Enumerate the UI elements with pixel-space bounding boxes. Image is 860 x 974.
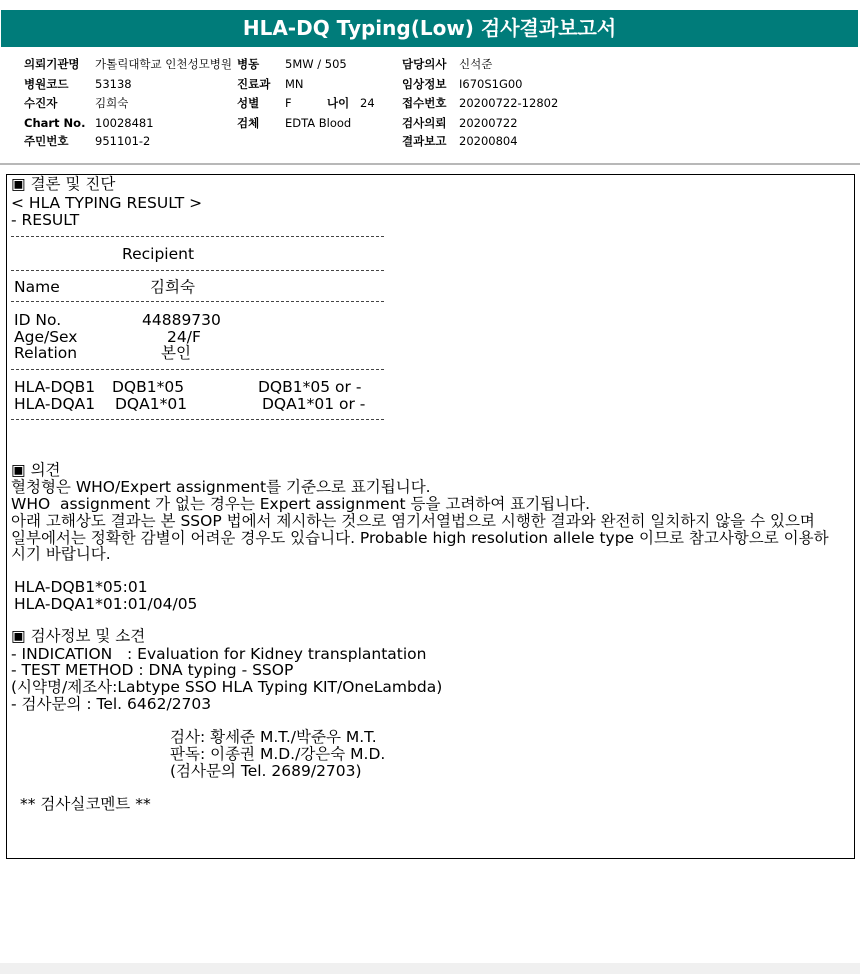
- label-age: 나이: [327, 96, 350, 110]
- signer-line: 검사: 황세준 M.T./박준우 M.T.: [170, 728, 377, 746]
- name-label: Name: [14, 278, 60, 296]
- value-sex: F: [285, 96, 292, 110]
- divider: [11, 236, 384, 237]
- dqb1-value: DQB1*05: [112, 378, 185, 396]
- info-line: - INDICATION : Evaluation for Kidney transplantation: [11, 645, 427, 663]
- value-department: MN: [285, 77, 304, 91]
- section-opinion-title: ▣ 의견: [11, 461, 61, 479]
- info-line: - 검사문의 : Tel. 6462/2703: [11, 695, 212, 713]
- value-specimen: EDTA Blood: [285, 116, 352, 130]
- id-label: ID No.: [14, 311, 62, 329]
- value-patient: 김희숙: [95, 96, 129, 110]
- info-line: - TEST METHOD : DNA typing - SSOP: [11, 661, 294, 679]
- divider: [11, 301, 384, 302]
- label-chart-no: Chart No.: [24, 116, 86, 130]
- value-hospital-code: 53138: [95, 77, 132, 91]
- opinion-line: 아래 고해상도 결과는 본 SSOP 법에서 제시하는 것으로 염기서열법으로 시행한 결과와 완전히 일치하지 않을 수 있으며: [11, 512, 815, 530]
- opinion-line: WHO assignment 가 없는 경우는 Expert assignment 등을 고려하여 표기됩니다.: [11, 495, 591, 513]
- footer-strip: [0, 963, 860, 974]
- relation-label: Relation: [14, 344, 78, 362]
- signer-line: (검사문의 Tel. 2689/2703): [170, 762, 362, 780]
- result-title: < HLA TYPING RESULT >: [11, 194, 203, 212]
- label-institution: 의뢰기관명: [24, 57, 80, 71]
- agesex-value: 24/F: [167, 328, 201, 346]
- dqb1-serology: DQB1*05 or -: [258, 378, 362, 396]
- relation-value: 본인: [161, 344, 191, 362]
- signer-line: 판독: 이종권 M.D./강은숙 M.D.: [170, 745, 386, 763]
- highres-dqb1: HLA-DQB1*05:01: [14, 578, 148, 596]
- value-institution: 가톨릭대학교 인천성모병원: [95, 57, 232, 71]
- opinion-line: 시기 바랍니다.: [11, 545, 111, 563]
- dqa1-label: HLA-DQA1: [14, 395, 96, 413]
- agesex-label: Age/Sex: [14, 328, 78, 346]
- value-clinical-info: I670S1G00: [459, 77, 523, 91]
- label-hospital-code: 병원코드: [24, 77, 69, 91]
- label-request-date: 검사의뢰: [402, 116, 447, 130]
- report-title: HLA-DQ Typing(Low) 검사결과보고서: [1, 10, 858, 47]
- label-accession-no: 접수번호: [402, 96, 447, 110]
- label-resident-no: 주민번호: [24, 134, 69, 148]
- section-conclusion-title: ▣ 결론 및 진단: [11, 175, 116, 193]
- result-subtitle: - RESULT: [11, 211, 80, 229]
- value-resident-no: 951101-2: [95, 134, 151, 148]
- label-physician: 담당의사: [402, 57, 447, 71]
- dqa1-value: DQA1*01: [115, 395, 188, 413]
- label-department: 진료과: [237, 77, 271, 91]
- divider: [11, 369, 384, 370]
- value-chart-no: 10028481: [95, 116, 154, 130]
- id-value: 44889730: [142, 311, 221, 329]
- dqb1-label: HLA-DQB1: [14, 378, 96, 396]
- section-test-info-title: ▣ 검사정보 및 소견: [11, 627, 146, 645]
- label-sex: 성별: [237, 96, 260, 110]
- dqa1-serology: DQA1*01 or -: [262, 395, 366, 413]
- label-ward: 병동: [237, 57, 260, 71]
- divider: [11, 270, 384, 271]
- label-patient: 수진자: [24, 96, 58, 110]
- highres-dqa1: HLA-DQA1*01:01/04/05: [14, 595, 198, 613]
- value-request-date: 20200722: [459, 116, 518, 130]
- value-ward: 5MW / 505: [285, 57, 347, 71]
- lab-comment-heading: ** 검사실코멘트 **: [20, 795, 151, 813]
- value-report-date: 20200804: [459, 134, 518, 148]
- info-line: (시약명/제조사:Labtype SSO HLA Typing KIT/OneLambda): [11, 678, 443, 696]
- recipient-header: Recipient: [122, 245, 195, 263]
- header-divider: [0, 163, 860, 165]
- opinion-line: 혈청형은 WHO/Expert assignment를 기준으로 표기됩니다.: [11, 478, 431, 496]
- value-physician: 신석준: [459, 57, 493, 71]
- label-report-date: 결과보고: [402, 134, 447, 148]
- value-accession-no: 20200722-12802: [459, 96, 559, 110]
- name-value: 김희숙: [150, 278, 195, 296]
- value-age: 24: [360, 96, 375, 110]
- divider: [11, 419, 384, 420]
- label-specimen: 검체: [237, 116, 260, 130]
- opinion-line: 일부에서는 정확한 감별이 어려운 경우도 있습니다. Probable high resolution allele type 이므로 참고사항으로 이용하: [11, 529, 829, 547]
- label-clinical-info: 임상정보: [402, 77, 447, 91]
